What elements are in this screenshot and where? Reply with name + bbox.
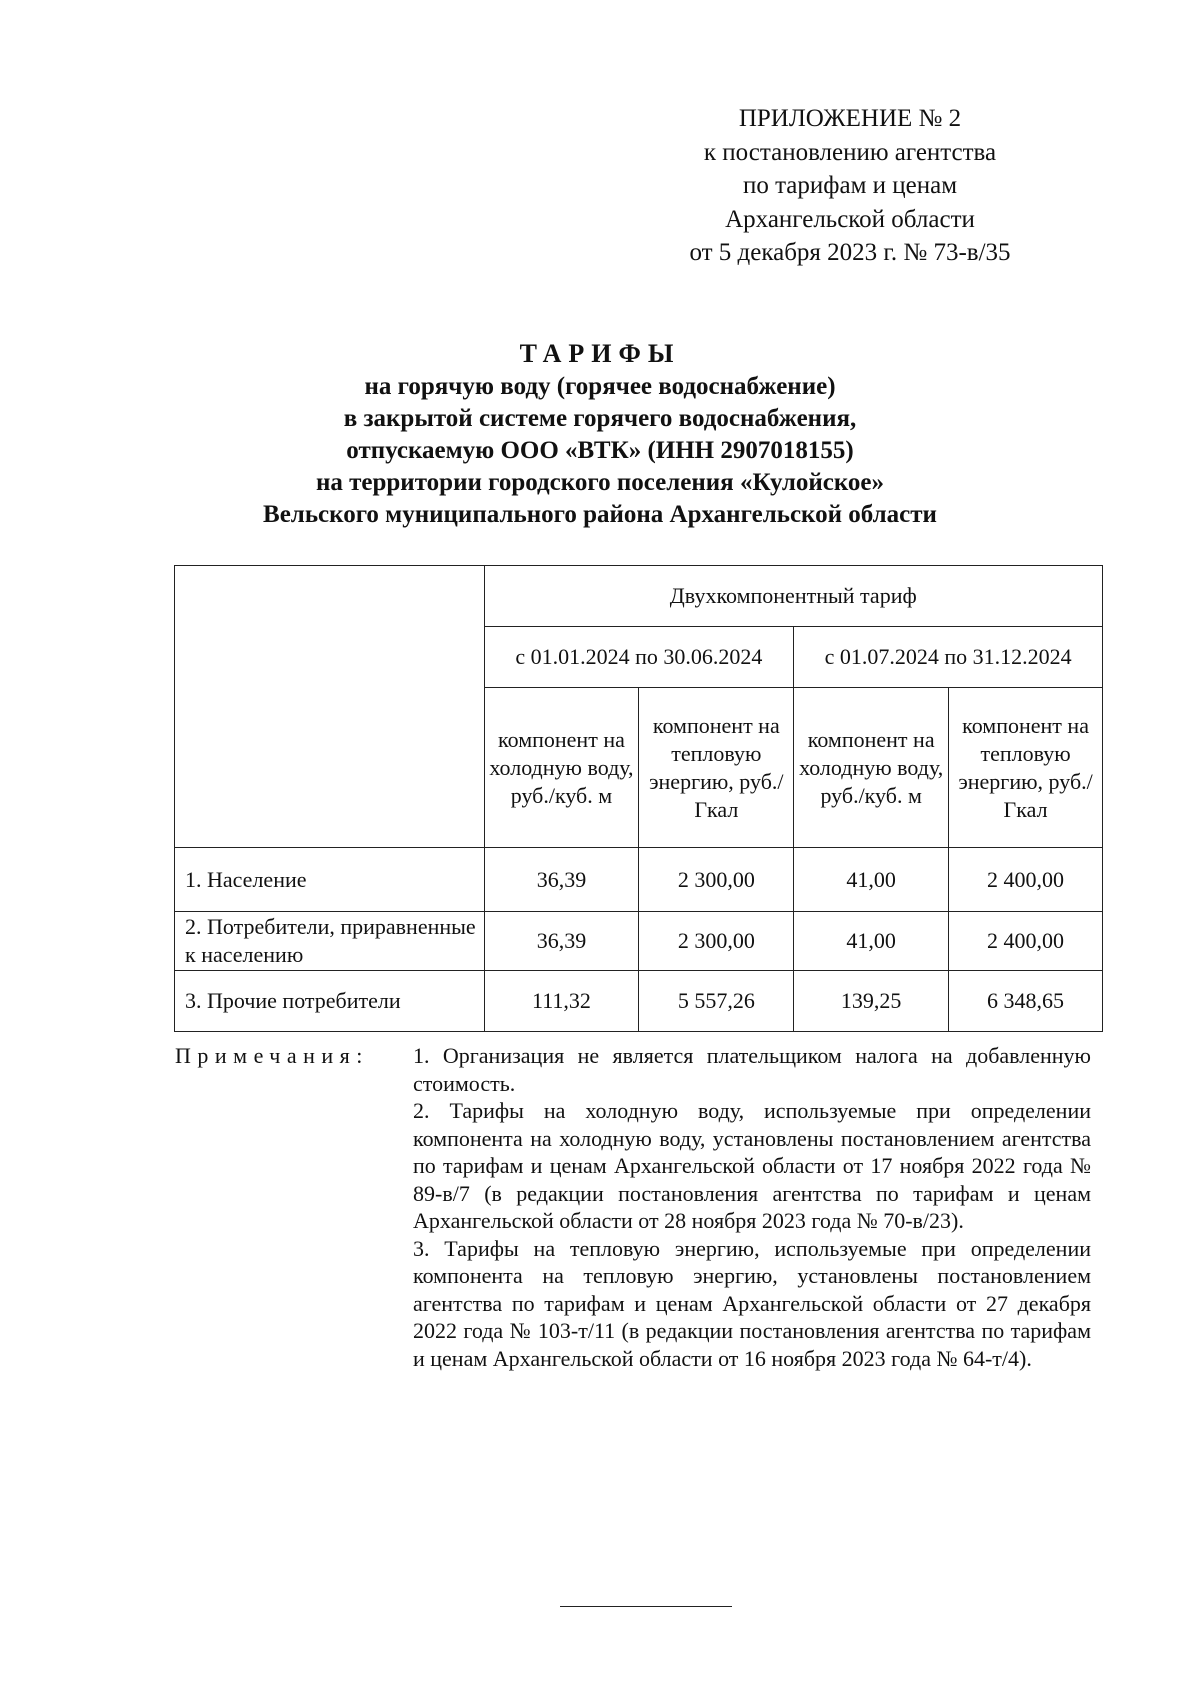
table-cell: 111,32 <box>484 971 639 1032</box>
row-label: 3. Прочие потребители <box>175 971 485 1032</box>
table-cell: 2 400,00 <box>949 848 1103 912</box>
title-line-3: отпускаемую ООО «ВТК» (ИНН 2907018155) <box>346 437 854 464</box>
table-cell: 6 348,65 <box>949 971 1103 1032</box>
header-component-cold-water-2: компонент на холодную воду, руб./куб. м <box>794 688 949 848</box>
header-period-2: с 01.07.2024 по 31.12.2024 <box>794 627 1103 688</box>
appendix-number: ПРИЛОЖЕНИЕ № 2 <box>738 105 962 132</box>
table-row <box>175 912 1103 971</box>
title-line-2: в закрытой системе горячего водоснабжения, <box>343 405 857 432</box>
note-item-2: 2. Тарифы на холодную воду, используемые при определении компонента на холодную воду, установлены постановлением агентства по тарифам и ценам Архангельской области от 17 ноября 2022 года № 89-в/7 (в редакции постановления агентства по тарифам и ценам Архангельской области от 28 ноября 2023 года № 70-в/23). <box>413 1098 1091 1233</box>
table-cell: 2 400,00 <box>949 912 1103 971</box>
header-component-cold-water-1: компонент на холодную воду, руб./куб. м <box>484 688 639 848</box>
header-component-heat-2: компонент на тепловую энергию, руб./Гкал <box>949 688 1103 848</box>
table-cell: 2 300,00 <box>639 912 794 971</box>
title-main: ТАРИФЫ <box>519 339 681 368</box>
table-cell: 139,25 <box>794 971 949 1032</box>
notes-label: Примечания: <box>175 1043 369 1068</box>
title-line-5: Вельского муниципального района Архангельской области <box>263 501 937 528</box>
closing-rule <box>560 1606 732 1607</box>
table-cell: 36,39 <box>484 848 639 912</box>
title-line-4: на территории городского поселения «Кулойское» <box>315 469 885 496</box>
table-cell: 41,00 <box>794 848 949 912</box>
header-period-1: с 01.01.2024 по 30.06.2024 <box>484 627 794 688</box>
table-cell: 2 300,00 <box>639 848 794 912</box>
table-cell: 36,39 <box>484 912 639 971</box>
document-title <box>150 338 1050 531</box>
row-label: 2. Потребители, приравненные к населению <box>175 912 485 971</box>
table-cell: 5 557,26 <box>639 971 794 1032</box>
tariff-table <box>174 565 1103 1032</box>
appendix-line-3: по тарифам и ценам <box>742 172 958 199</box>
title-line-1: на горячую воду (горячее водоснабжение) <box>364 373 836 400</box>
table-corner-cell <box>175 566 485 848</box>
table-row <box>175 848 1103 912</box>
notes-list <box>413 1042 1091 1372</box>
table-header-row <box>175 566 1103 627</box>
header-tariff-type: Двухкомпонентный тариф <box>484 566 1102 627</box>
appendix-line-4: Архангельской области <box>725 205 975 233</box>
row-label: 1. Население <box>175 848 485 912</box>
table-cell: 41,00 <box>794 912 949 971</box>
table-row <box>175 971 1103 1032</box>
header-component-heat-1: компонент на тепловую энергию, руб./Гкал <box>639 688 794 848</box>
note-item-1: 1. Организация не является плательщиком налога на добавленную стоимость. <box>413 1043 1091 1096</box>
appendix-header <box>640 102 1060 270</box>
note-item-3: 3. Тарифы на тепловую энергию, используемые при определении компонента на тепловую энергию, установлены постановлением агентства по тарифам и ценам Архангельской области от 27 декабря 2022 года № 103-т/11 (в редакции постановления агентства по тарифам и ценам Архангельской области от 16 ноября 2023 года № 64-т/4). <box>413 1235 1091 1371</box>
appendix-line-2: к постановлению агентства <box>703 138 997 166</box>
appendix-date: от 5 декабря 2023 г. № 73-в/35 <box>689 239 1011 266</box>
